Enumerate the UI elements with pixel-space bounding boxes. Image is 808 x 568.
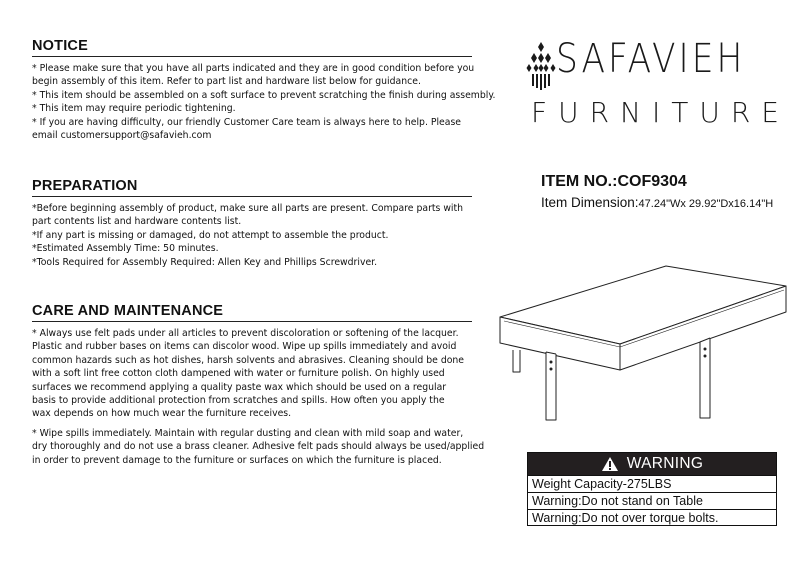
notice-text <box>32 62 496 142</box>
brand-subtitle: FURNITURE <box>531 96 791 129</box>
table-back-leg <box>513 350 520 372</box>
care-section <box>32 303 485 467</box>
preparation-line: part contents list and hardware contents list. <box>32 216 242 228</box>
notice-line: begin assembly of this item. Refer to part list and hardware list below for guidance. <box>32 76 421 88</box>
warning-triangle-icon <box>601 456 619 472</box>
item-dimension-label: Item Dimension: <box>541 195 639 210</box>
coffee-table-drawing <box>490 222 800 432</box>
notice-section <box>32 38 496 142</box>
care-paragraph-1 <box>32 327 472 421</box>
care-line: with a soft lint free cotton cloth dampened with water or furniture polish. On highly used <box>32 368 445 380</box>
preparation-line: *If any part is missing or damaged, do not attempt to assemble the product. <box>32 229 389 241</box>
safavieh-logo-mark-icon <box>526 42 556 90</box>
notice-line: * This item should be assembled on a soft surface to prevent scratching the finish during assembly. <box>32 89 496 101</box>
brand-name: SAFAVIEH <box>556 36 746 82</box>
care-line: basis to provide additional protection from scratches and spills. How often you apply the <box>32 395 445 407</box>
table-leg-front-right <box>700 338 710 418</box>
preparation-text <box>32 202 472 269</box>
care-line: in order to prevent damage to the furniture or surfaces on which the furniture is placed. <box>32 454 442 466</box>
warning-line: Weight Capacity-275LBS <box>528 475 776 492</box>
notice-heading: NOTICE <box>32 38 472 57</box>
warning-box <box>527 452 777 526</box>
preparation-line: *Estimated Assembly Time: 50 minutes. <box>32 243 219 255</box>
care-line: surfaces we recommend applying a quality paste wax which should be used on a regular <box>32 381 447 393</box>
notice-line: email customersupport@safavieh.com <box>32 130 212 142</box>
care-line: * Always use felt pads under all articles to prevent discoloration or softening of the lacquer. <box>32 328 459 339</box>
care-line: common hazards such as hot dishes, harsh solvents and abrasives. Cleaning should be done <box>32 354 465 366</box>
warning-line: Warning:Do not stand on Table <box>528 492 776 509</box>
preparation-section <box>32 178 472 269</box>
table-leg-front-left <box>546 352 556 420</box>
care-line: wax depends on how much wear the furniture receives. <box>32 408 292 420</box>
preparation-line: *Tools Required for Assembly Required: Allen Key and Phillips Screwdriver. <box>32 256 378 268</box>
preparation-line: *Before beginning assembly of product, make sure all parts are present. Compare parts with <box>32 203 464 214</box>
item-number: ITEM NO.:COF9304 <box>541 173 687 190</box>
warning-title: WARNING <box>626 455 704 472</box>
preparation-heading: PREPARATION <box>32 178 472 197</box>
item-dimension <box>541 194 773 212</box>
notice-line: * This item may require periodic tightening. <box>32 103 236 115</box>
warning-header <box>528 453 776 475</box>
care-heading: CARE AND MAINTENANCE <box>32 303 472 322</box>
care-paragraph-2 <box>32 427 485 467</box>
notice-line: * Please make sure that you have all parts indicated and they are in good condition before you <box>32 63 475 74</box>
warning-line: Warning:Do not over torque bolts. <box>528 509 776 526</box>
notice-line: * If you are having difficulty, our friendly Customer Care team is always here to help. Please <box>32 116 462 128</box>
care-line: dry thoroughly and do not use a brass cleaner. Adhesive felt pads should always be used/applied <box>32 441 485 453</box>
item-dimension-value: 47.24"Wx 29.92"Dx16.14"H <box>638 198 774 210</box>
care-line: * Wipe spills immediately. Maintain with regular dusting and clean with mild soap and water, <box>32 427 464 439</box>
care-line: Plastic and rubber bases on items can discolor wood. Wipe up spills immediately and avoid <box>32 341 457 353</box>
